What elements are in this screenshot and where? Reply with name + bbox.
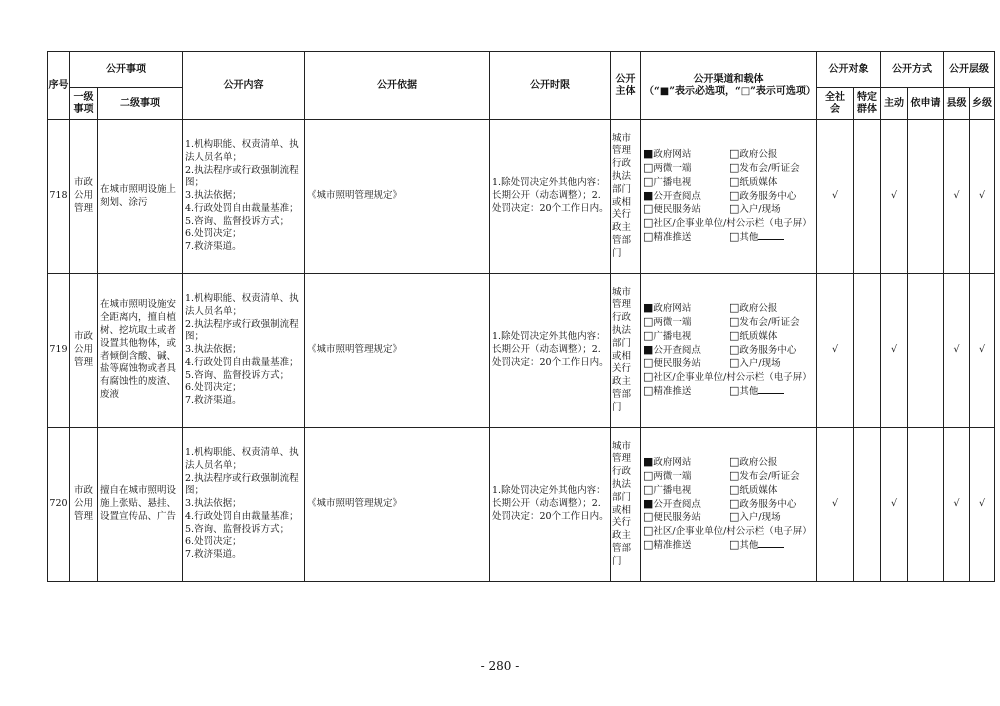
header-channel-note: （“■”表示必选项，“□”表示可选项） [644, 85, 816, 97]
header-method: 公开方式 [881, 52, 944, 88]
row-level-county: √ [944, 428, 970, 582]
channel-name: 入户/现场 [739, 204, 781, 216]
channel-option [729, 511, 781, 525]
channel-name: 便民服务站 [653, 358, 701, 370]
channel-name: 两微一端 [653, 163, 692, 174]
empty-box-icon: □ [729, 482, 740, 496]
row-subject: 城市管理行政执法部门或相关行政主管部门 [611, 120, 641, 274]
channel-name: 便民服务站 [653, 512, 701, 524]
channel-line [643, 231, 815, 245]
content-line: 7.救济渠道。 [185, 241, 242, 253]
channel-name: 政务服务中心 [739, 344, 797, 356]
channel-name: 政务服务中心 [739, 498, 797, 510]
channel-option [643, 148, 729, 162]
fill-in-blank [758, 231, 784, 240]
channel-option [643, 539, 729, 553]
row-content [183, 120, 305, 274]
channel-name: 纸质媒体 [739, 484, 778, 496]
header-level1: 一级事项 [70, 88, 98, 120]
channel-option [729, 357, 781, 371]
channel-line [643, 484, 815, 498]
row-channels [641, 274, 817, 428]
channel-name: 社区/企事业单位/村公示栏（电子屏） [653, 218, 812, 230]
channel-option [729, 231, 784, 245]
channel-line [643, 344, 815, 358]
channel-name: 发布会/听证会 [739, 471, 800, 482]
row-level1: 市政公用管理 [70, 274, 98, 428]
content-line: 2.执法程序或行政强制流程图； [185, 164, 299, 189]
row-content [183, 274, 305, 428]
content-line: 1.机构职能、权责清单、执法人员名单； [185, 138, 299, 163]
channel-line [643, 330, 815, 344]
empty-box-icon: □ [643, 328, 654, 342]
row-method-active: √ [881, 120, 908, 274]
empty-box-icon: □ [729, 356, 740, 370]
channel-name: 精准推送 [653, 231, 692, 243]
content-line: 4.行政处罚自由裁量基准； [185, 356, 299, 368]
channel-line [643, 217, 815, 231]
row-level-county: √ [944, 120, 970, 274]
channel-option [729, 498, 796, 512]
empty-box-icon: □ [729, 202, 740, 216]
channel-name: 精准推送 [653, 539, 692, 551]
content-line: 4.行政处罚自由裁量基准； [185, 510, 299, 522]
content-line: 7.救济渠道。 [185, 549, 242, 561]
content-line: 7.救济渠道。 [185, 395, 242, 407]
header-target: 公开对象 [817, 52, 881, 88]
row-level2: 在城市照明设施安全距离内，擅自植树、挖坑取土或者设置其他物体，或者倾倒含酸、碱、盐等腐蚀物或者具有腐蚀性的废渣、废液 [98, 274, 183, 428]
channel-option [643, 330, 729, 344]
channel-option [643, 371, 812, 385]
empty-box-icon: □ [643, 216, 654, 230]
empty-box-icon: □ [729, 315, 740, 328]
empty-box-icon: □ [729, 455, 740, 469]
channel-name: 政务服务中心 [739, 190, 797, 202]
row-level-county: √ [944, 274, 970, 428]
channel-option [729, 162, 800, 176]
row-level1: 市政公用管理 [70, 120, 98, 274]
channel-option [643, 385, 729, 399]
empty-box-icon: □ [643, 202, 654, 216]
channel-option [729, 316, 800, 330]
row-level-town: √ [970, 120, 995, 274]
channel-name: 其他 [739, 231, 759, 243]
row-channels [641, 428, 817, 582]
fill-in-blank [758, 539, 784, 548]
channel-name: 广播电视 [653, 176, 692, 188]
empty-box-icon: □ [643, 161, 654, 174]
channel-name: 精准推送 [653, 385, 692, 397]
header-target-specific: 特定群体 [854, 88, 881, 120]
channel-name: 公开查阅点 [653, 498, 701, 510]
content-line: 3.执法依据； [185, 344, 242, 356]
channel-line [643, 539, 815, 553]
row-method-active: √ [881, 274, 908, 428]
content-line: 2.执法程序或行政强制流程图； [185, 318, 299, 343]
channel-name: 政府网站 [653, 149, 692, 161]
channel-option [643, 357, 729, 371]
empty-box-icon: □ [643, 383, 654, 397]
empty-box-icon: □ [643, 537, 654, 551]
checked-box-icon: ■ [643, 496, 654, 510]
empty-box-icon: □ [643, 174, 654, 188]
channel-line [643, 511, 815, 525]
checked-box-icon: ■ [643, 188, 654, 202]
header-level2: 二级事项 [98, 88, 183, 120]
checked-box-icon: ■ [643, 301, 654, 315]
channel-name: 广播电视 [653, 484, 692, 496]
channel-option [643, 484, 729, 498]
channel-line [643, 148, 815, 162]
channel-option [729, 148, 777, 162]
empty-box-icon: □ [643, 469, 654, 482]
header-method-active: 主动 [881, 88, 908, 120]
channel-option [729, 484, 777, 498]
header-content: 公开内容 [183, 52, 305, 120]
row-channels [641, 120, 817, 274]
empty-box-icon: □ [643, 370, 654, 384]
row-level2: 擅自在城市照明设施上张贴、悬挂、设置宣传品、广告 [98, 428, 183, 582]
fill-in-blank [758, 385, 784, 394]
content-line: 4.行政处罚自由裁量基准； [185, 202, 299, 214]
channel-name: 发布会/听证会 [739, 163, 800, 174]
header-seq: 序号 [48, 52, 70, 120]
content-line: 1.机构职能、权责清单、执法人员名单； [185, 446, 299, 471]
channel-name: 其他 [739, 539, 759, 551]
empty-box-icon: □ [643, 524, 654, 538]
channel-line [643, 316, 815, 330]
channel-line [643, 470, 815, 484]
channel-option [643, 162, 729, 176]
empty-box-icon: □ [729, 510, 740, 524]
channel-name: 入户/现场 [739, 358, 781, 370]
content-line: 3.执法依据； [185, 498, 242, 510]
header-level: 公开层级 [944, 52, 995, 88]
channel-option [643, 511, 729, 525]
row-basis: 《城市照明管理规定》 [305, 120, 490, 274]
channel-name: 政府网站 [653, 303, 692, 315]
empty-box-icon: □ [643, 482, 654, 496]
empty-box-icon: □ [729, 383, 740, 397]
empty-box-icon: □ [729, 188, 740, 202]
header-channel [641, 52, 817, 120]
header-basis: 公开依据 [305, 52, 490, 120]
empty-box-icon: □ [729, 342, 740, 356]
channel-name: 社区/企事业单位/村公示栏（电子屏） [653, 526, 812, 538]
channel-option [729, 330, 777, 344]
channel-option [643, 203, 729, 217]
channel-name: 政府公报 [739, 149, 778, 161]
channel-name: 社区/企事业单位/村公示栏（电子屏） [653, 372, 812, 384]
checked-box-icon: ■ [643, 342, 654, 356]
content-line: 3.执法依据； [185, 190, 242, 202]
empty-box-icon: □ [643, 315, 654, 328]
header-target-all: 全社会 [817, 88, 854, 120]
channel-line [643, 176, 815, 190]
header-subject: 公开主体 [611, 52, 641, 120]
row-timelimit: 1.除处罚决定外其他内容：长期公开（动态调整）；2.处罚决定：20个工作日内。 [490, 428, 611, 582]
channel-option [729, 302, 777, 316]
empty-box-icon: □ [729, 174, 740, 188]
empty-box-icon: □ [643, 510, 654, 524]
header-row-1 [48, 52, 995, 88]
channel-option [643, 316, 729, 330]
row-method-request [908, 120, 944, 274]
row-target-specific [854, 274, 881, 428]
channel-option [643, 525, 812, 539]
channel-name: 纸质媒体 [739, 330, 778, 342]
empty-box-icon: □ [729, 496, 740, 510]
channel-option [643, 498, 729, 512]
header-level-county: 县级 [944, 88, 970, 120]
empty-box-icon: □ [729, 147, 740, 161]
channel-option [729, 385, 784, 399]
header-timelimit: 公开时限 [490, 52, 611, 120]
header-level-town: 乡级 [970, 88, 995, 120]
channel-name: 广播电视 [653, 330, 692, 342]
channel-name: 两微一端 [653, 471, 692, 482]
table-row [48, 274, 995, 428]
content-line: 2.执法程序或行政强制流程图； [185, 472, 299, 497]
row-basis: 《城市照明管理规定》 [305, 428, 490, 582]
channel-name: 公开查阅点 [653, 344, 701, 356]
row-subject: 城市管理行政执法部门或相关行政主管部门 [611, 274, 641, 428]
channel-line [643, 498, 815, 512]
channel-line [643, 525, 815, 539]
row-level-town: √ [970, 428, 995, 582]
channel-name: 政府公报 [739, 457, 778, 469]
table-row [48, 120, 995, 274]
row-target-all: √ [817, 274, 854, 428]
empty-box-icon: □ [729, 537, 740, 551]
row-method-request [908, 274, 944, 428]
row-timelimit: 1.除处罚决定外其他内容：长期公开（动态调整）；2.处罚决定：20个工作日内。 [490, 120, 611, 274]
row-target-all: √ [817, 120, 854, 274]
channel-line [643, 190, 815, 204]
empty-box-icon: □ [729, 229, 740, 243]
channel-option [729, 539, 784, 553]
channel-name: 两微一端 [653, 317, 692, 328]
channel-option [643, 190, 729, 204]
channel-option [643, 456, 729, 470]
empty-box-icon: □ [729, 328, 740, 342]
channel-name: 其他 [739, 385, 759, 397]
empty-box-icon: □ [729, 301, 740, 315]
row-seq: 719 [48, 274, 70, 428]
row-target-all: √ [817, 428, 854, 582]
content-line: 5.咨询、监督投诉方式； [185, 215, 290, 227]
channel-line [643, 456, 815, 470]
channel-line [643, 357, 815, 371]
page-number: - 280 - [480, 659, 520, 673]
content-line: 6.处罚决定； [185, 228, 242, 240]
table-row [48, 428, 995, 582]
empty-box-icon: □ [643, 229, 654, 243]
content-line: 6.处罚决定； [185, 536, 242, 548]
channel-name: 公开查阅点 [653, 190, 701, 202]
channel-option [729, 456, 777, 470]
channel-option [729, 190, 796, 204]
channel-line [643, 162, 815, 176]
channel-option [729, 344, 796, 358]
row-content [183, 428, 305, 582]
row-level2: 在城市照明设施上刻划、涂污 [98, 120, 183, 274]
header-channel-title: 公开渠道和载体 [693, 73, 764, 85]
empty-box-icon: □ [729, 469, 740, 482]
channel-name: 发布会/听证会 [739, 317, 800, 328]
checked-box-icon: ■ [643, 147, 654, 161]
row-level1: 市政公用管理 [70, 428, 98, 582]
channel-option [643, 470, 729, 484]
row-method-request [908, 428, 944, 582]
row-target-specific [854, 428, 881, 582]
channel-name: 纸质媒体 [739, 176, 778, 188]
checked-box-icon: ■ [643, 455, 654, 469]
channel-option [729, 470, 800, 484]
channel-option [729, 176, 777, 190]
empty-box-icon: □ [729, 161, 740, 174]
channel-line [643, 302, 815, 316]
row-level-town: √ [970, 274, 995, 428]
channel-option [643, 302, 729, 316]
channel-option [643, 344, 729, 358]
channel-option [643, 217, 812, 231]
row-seq: 720 [48, 428, 70, 582]
row-target-specific [854, 120, 881, 274]
channel-option [643, 176, 729, 190]
channel-name: 便民服务站 [653, 204, 701, 216]
empty-box-icon: □ [643, 356, 654, 370]
channel-name: 入户/现场 [739, 512, 781, 524]
header-method-request: 依申请 [908, 88, 944, 120]
channel-option [643, 231, 729, 245]
row-method-active: √ [881, 428, 908, 582]
row-seq: 718 [48, 120, 70, 274]
header-items: 公开事项 [70, 52, 183, 88]
channel-line [643, 371, 815, 385]
content-line: 5.咨询、监督投诉方式； [185, 523, 290, 535]
channel-name: 政府网站 [653, 457, 692, 469]
row-timelimit: 1.除处罚决定外其他内容：长期公开（动态调整）；2.处罚决定：20个工作日内。 [490, 274, 611, 428]
channel-line [643, 385, 815, 399]
content-line: 1.机构职能、权责清单、执法人员名单； [185, 292, 299, 317]
content-line: 6.处罚决定； [185, 382, 242, 394]
row-subject: 城市管理行政执法部门或相关行政主管部门 [611, 428, 641, 582]
channel-option [729, 203, 781, 217]
channel-name: 政府公报 [739, 303, 778, 315]
disclosure-table [47, 51, 995, 582]
row-basis: 《城市照明管理规定》 [305, 274, 490, 428]
content-line: 5.咨询、监督投诉方式； [185, 369, 290, 381]
channel-line [643, 203, 815, 217]
